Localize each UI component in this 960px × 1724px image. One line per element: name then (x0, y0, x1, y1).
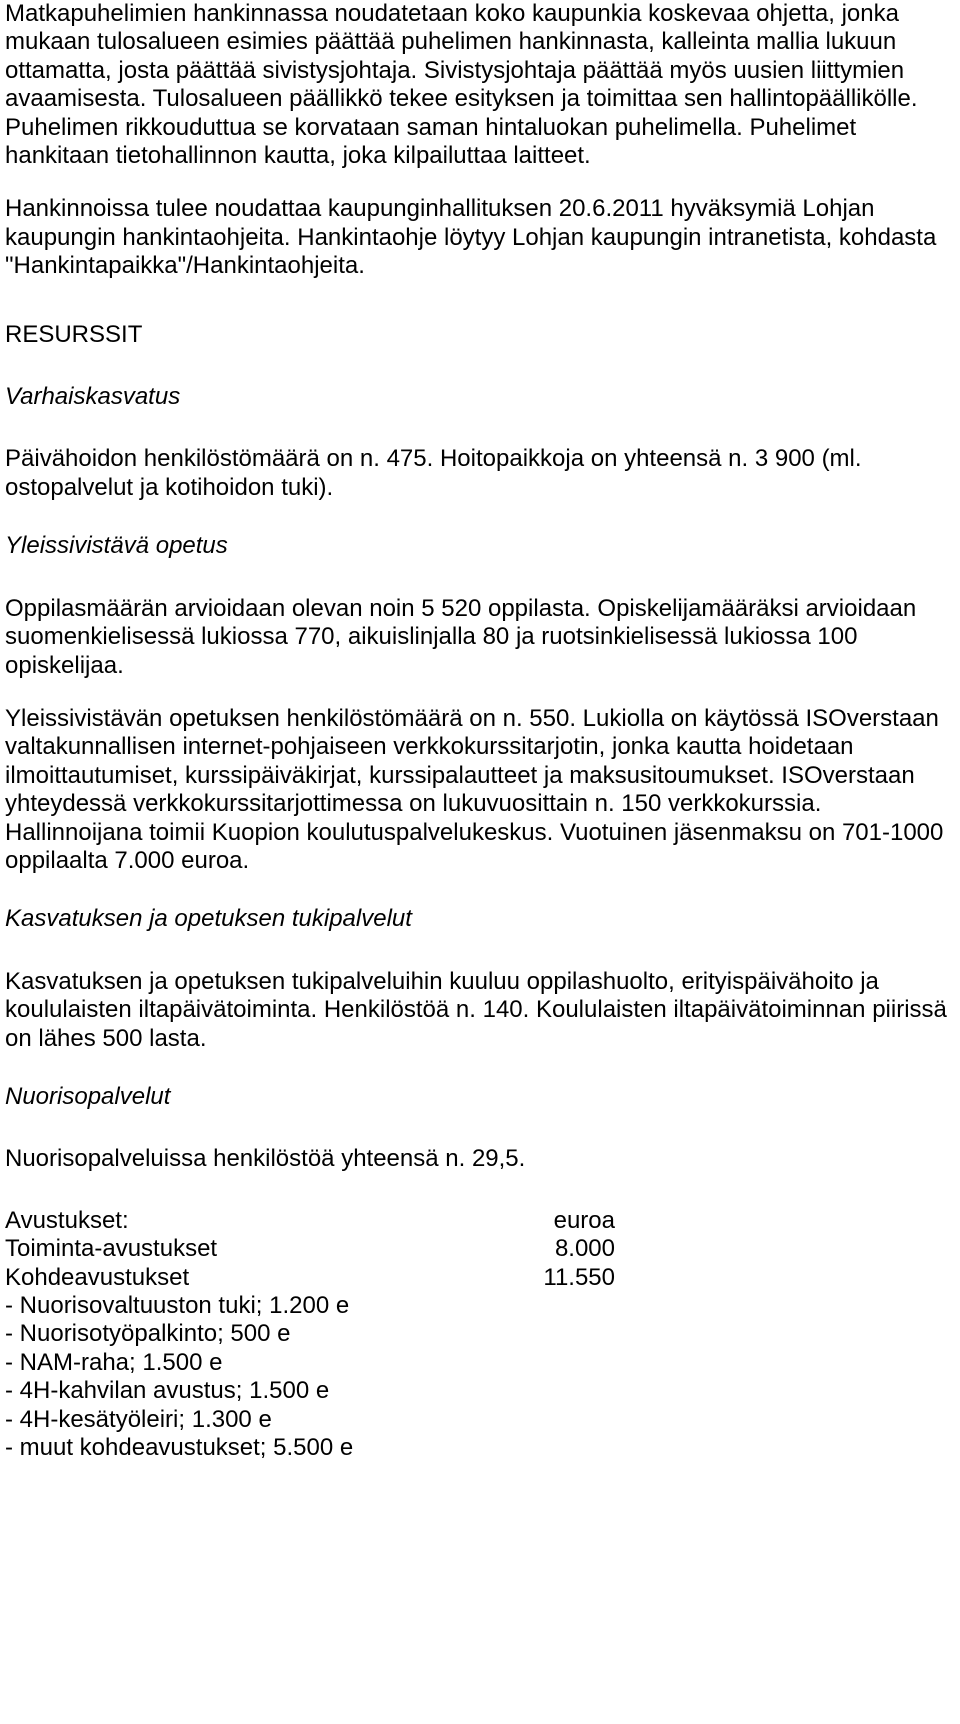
list-item: - Nuorisotyöpalkinto; 500 e (5, 1320, 291, 1348)
list-item: - 4H-kesätyöleiri; 1.300 e (5, 1405, 272, 1433)
grants-row-label: Kohdeavustukset (5, 1263, 190, 1291)
list-item: - Nuorisovaltuuston tuki; 1.200 e (5, 1292, 350, 1319)
grants-row (5, 1235, 615, 1263)
heading-resurssit: RESURSSIT (5, 320, 143, 348)
grants-row-label: Toiminta-avustukset (5, 1235, 218, 1263)
grants-row (5, 1264, 615, 1292)
heading-varhaiskasvatus: Varhaiskasvatus (5, 383, 181, 411)
list-item: - NAM-raha; 1.500 e (5, 1348, 223, 1376)
paragraph-varhaiskasvatus: Päivähoidon henkilöstömäärä on n. 475. Hoitopaikkoja on yhteensä n. 3 900 (ml. ostopalvelut ja kotihoidon tuki). (5, 445, 862, 501)
grants-header-unit: euroa (553, 1206, 615, 1234)
heading-tukipalvelut: Kasvatuksen ja opetuksen tukipalvelut (5, 905, 412, 933)
grants-header-row (5, 1207, 615, 1235)
paragraph-procurement-guidelines: Hankinnoissa tulee noudattaa kaupunginhallituksen 20.6.2011 hyväksymiä Lohjan kaupungin hankintaohjeita. Hankintaohje löytyy Lohjan kaupungin intranetista, kohdasta "Hankintapaikka"/Hankintaohjeita. (5, 195, 937, 280)
paragraph-nuorisopalvelut: Nuorisopalveluissa henkilöstöä yhteensä n. 29,5. (5, 1145, 526, 1173)
grants-row-amount: 8.000 (554, 1235, 615, 1263)
grants-row-amount: 11.550 (543, 1263, 615, 1291)
paragraph-yleissivistava-staff: Yleissivistävän opetuksen henkilöstömäärä on n. 550. Lukiolla on käytössä ISOverstaan valtakunnallisen internet-pohjaiseen verkkokurssitarjotin, jonka kautta hoidetaan ilmoittautumiset, kurssipäiväkirjat, kurssipalautteet ja maksusitoumukset. ISOverstaan yhteydessä verkkokurssitarjottimessa on lukuvuosittain n. 150 verkkokurssia. Hallinnoijana toimii Kuopion koulutuspalvelukeskus. Vuotuinen jäsenmaksu on 701-1000 oppilaalta 7.000 euroa. (5, 704, 944, 874)
grants-table (5, 1207, 615, 1292)
list-item: - muut kohdeavustukset; 5.500 e (5, 1434, 354, 1462)
grants-item-list (5, 1292, 955, 1462)
heading-yleissivistava: Yleissivistävä opetus (5, 532, 228, 560)
document-page (5, 0, 955, 1462)
paragraph-phone-procurement: Matkapuhelimien hankinnassa noudatetaan koko kaupunkia koskevaa ohjetta, jonka mukaan tulosalueen esimies päättää puhelimen hankinnasta, kalleinta mallia lukuun ottamatta, josta päättää sivistysjohtaja. Sivistysjohtaja päättää myös uusien liittymien avaamisesta. Tulosalueen päällikkö tekee esityksen ja toimittaa sen hallintopäällikölle. Puhelimen rikkouduttua se korvataan saman hintaluokan puhelimella. Puhelimet hankitaan tietohallinnon kautta, joka kilpailuttaa laitteet. (5, 0, 918, 170)
list-item: - 4H-kahvilan avustus; 1.500 e (5, 1377, 330, 1405)
heading-nuorisopalvelut: Nuorisopalvelut (5, 1082, 171, 1110)
paragraph-tukipalvelut: Kasvatuksen ja opetuksen tukipalveluihin kuuluu oppilashuolto, erityispäivähoito ja koululaisten iltapäivätoiminta. Henkilöstöä n. 140. Koululaisten iltapäivätoiminnan piirissä on lähes 500 lasta. (5, 967, 947, 1052)
grants-header-label: Avustukset: (5, 1206, 129, 1234)
paragraph-yleissivistava-students: Oppilasmäärän arvioidaan olevan noin 5 520 oppilasta. Opiskelijamääräksi arvioidaan suomenkielisessä lukiossa 770, aikuislinjalla 80 ja ruotsinkielisessä lukiossa 100 opiskelijaa. (5, 594, 917, 679)
